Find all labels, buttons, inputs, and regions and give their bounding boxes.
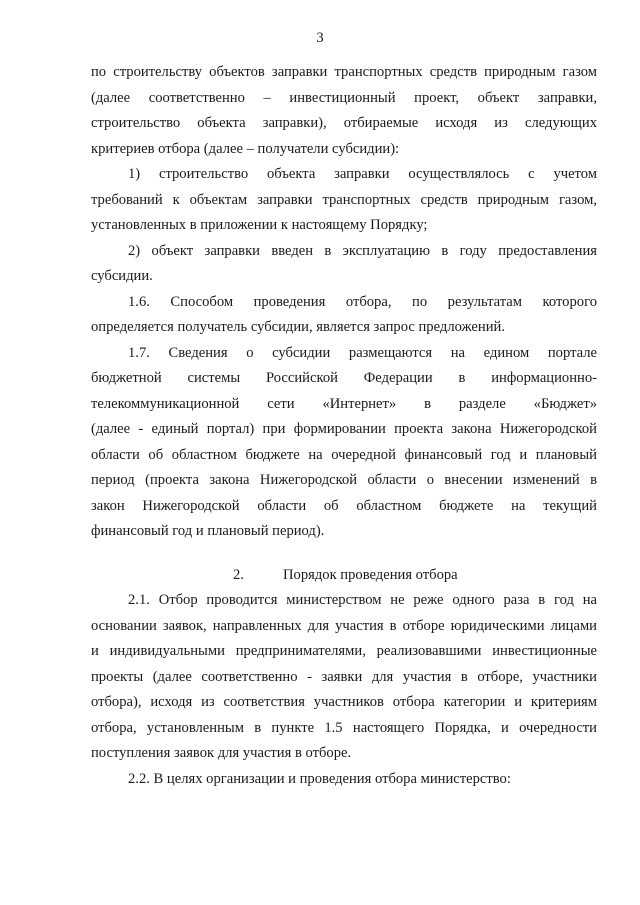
text-line: области об областном бюджете на очередной финансовый год и плановый (91, 446, 597, 463)
text-line: субсидии. (91, 268, 153, 284)
text-line: критериев отбора (далее – получатели субсидии): (91, 140, 400, 157)
text-line: отбора), исходя из соответствия участников отбора категории и критериям (91, 694, 597, 710)
list-item-2: 2) объект заправки введен в эксплуатацию в году предоставления (128, 242, 597, 259)
list-item-1: 1) строительство объекта заправки осуществлялось с учетом (128, 166, 597, 182)
text-line: определяется получатель субсидии, является запрос предложений. (91, 319, 505, 335)
text-line: финансовый год и плановый период). (91, 523, 325, 539)
document-body (91, 60, 597, 792)
section-number: 2. (233, 566, 244, 583)
text-line: (далее - единый портал) при формировании проекта закона Нижегородской (91, 421, 597, 437)
text-line: требований к объектам заправки транспортных средств природным газом, (91, 191, 597, 208)
text-line: по строительству объектов заправки транспортных средств природным газом (91, 64, 597, 80)
section-title: Порядок проведения отбора (283, 566, 458, 583)
text-line: закон Нижегородской области об областном бюджете на текущий (91, 497, 597, 514)
page-number: 3 (316, 30, 324, 46)
section-heading (91, 563, 597, 589)
text-line: отбора, установленным в пункте 1.5 настоящего Порядка, и очередности (91, 719, 597, 736)
clause-2-2: 2.2. В целях организации и проведения отбора министерство: (128, 770, 511, 787)
section-gap (91, 545, 597, 563)
text-line: установленных в приложении к настоящему Порядку; (91, 217, 428, 233)
text-line: бюджетной системы Российской Федерации в информационно- (91, 370, 597, 386)
text-line: (далее соответственно – инвестиционный проект, объект заправки, (91, 89, 597, 106)
clause-1-6: 1.6. Способом проведения отбора, по результатам которого (128, 293, 597, 310)
clause-1-7: 1.7. Сведения о субсидии размещаются на едином портале (128, 344, 597, 361)
text-line: период (проекта закона Нижегородской области о внесении изменений в (91, 472, 597, 488)
text-line: проекты (далее соответственно - заявки для участия в отборе, участники (91, 668, 597, 685)
text-line: строительство объекта заправки), отбираемые исходя из следующих (91, 115, 597, 131)
text-line: телекоммуникационной сети «Интернет» в разделе «Бюджет» (91, 395, 597, 412)
clause-2-1: 2.1. Отбор проводится министерством не реже одного раза в год на (128, 592, 597, 608)
text-line: основании заявок, направленных для участия в отборе юридическими лицами (91, 617, 597, 634)
text-line: поступления заявок для участия в отборе. (91, 745, 352, 761)
text-line: и индивидуальными предпринимателями, реализовавшими инвестиционные (91, 643, 597, 659)
